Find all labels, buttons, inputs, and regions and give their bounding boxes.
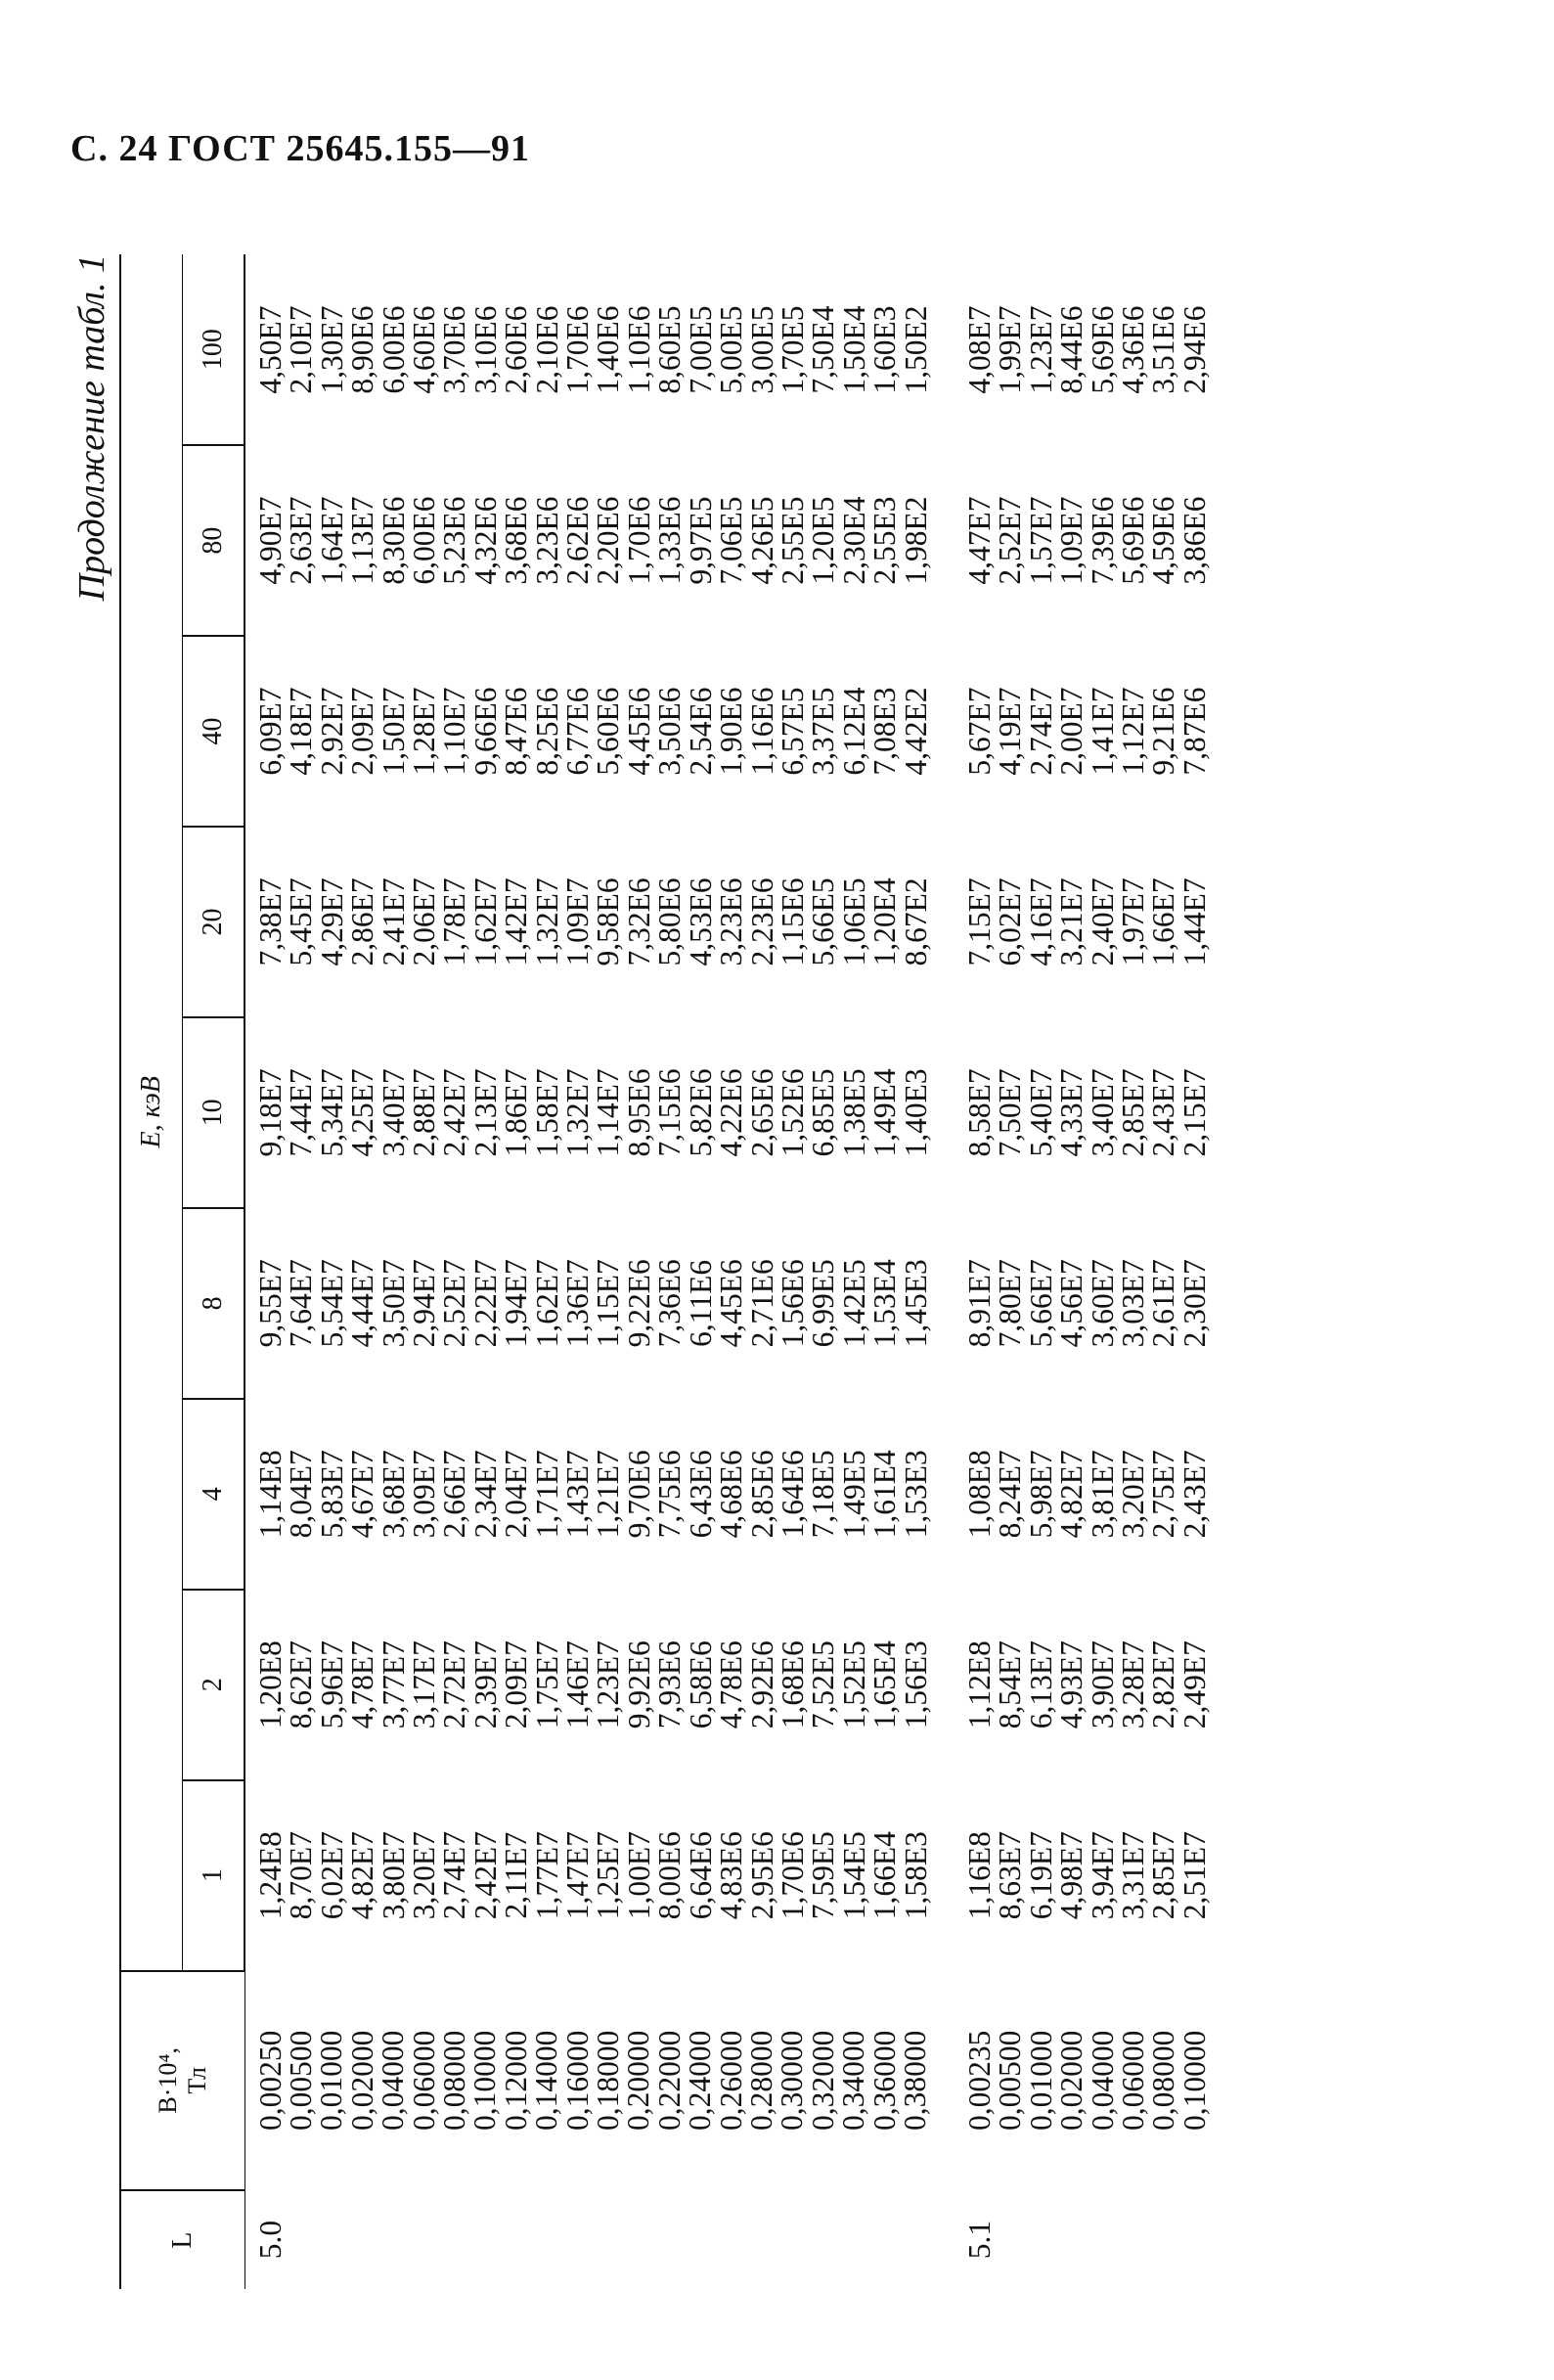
flux-col-e8: 8,91E7 7,80E7 5,66E7 4,56E7 3,60E7 3,03E7 2,61E7 2,30E7 [961,1259,1212,1348]
flux-col-e100: 4,50E7 2,10E7 1,30E7 8,90E6 6,00E6 4,60E6 3,70E6 3,10E6 2,60E6 2,10E6 1,70E6 1,40E6 1,10E6 8,60E5 7,00E5 5,00E5 3,00E5 1,70E5 7,50E4 1,50E4 1,60E3 1,50E2 [253,305,933,394]
flux-col-e1: 1,24E8 8,70E7 6,02E7 4,82E7 3,80E7 3,20E7 2,74E7 2,42E7 2,11E7 1,77E7 1,47E7 1,25E7 1,00E7 8,00E6 6,64E6 4,83E6 2,95E6 1,70E6 7,59E5 1,54E5 1,66E4 1,58E3 [253,1831,933,1920]
flux-col-e10: 9,18E7 7,44E7 5,34E7 4,25E7 3,40E7 2,88E7 2,42E7 2,13E7 1,86E7 1,58E7 1,32E7 1,14E7 8,95E6 7,15E6 5,82E6 4,22E6 2,65E6 1,52E6 6,85E5 1,38E5 1,49E4 1,40E3 [253,1068,933,1157]
flux-col-e20: 7,38E7 5,45E7 4,29E7 2,86E7 2,41E7 2,06E7 1,78E7 1,62E7 1,42E7 1,32E7 1,09E7 9,58E6 7,32E6 5,80E6 4,53E6 3,23E6 2,23E6 1,15E6 5,66E5 1,06E5 1,20E4 8,67E2 [253,877,933,966]
energy-col-header: 2 [183,1590,245,1780]
table-head [120,254,244,2289]
energy-header: E, кэВ [120,254,183,1971]
l-value: 5.0 [252,2220,288,2260]
group-l51 [931,254,1210,2289]
flux-col-e20: 7,15E7 6,02E7 4,16E7 3,21E7 2,40E7 1,97E7 1,66E7 1,44E7 [961,877,1212,966]
table-row [244,254,931,2289]
flux-col-e10: 8,58E7 7,50E7 5,40E7 4,33E7 3,40E7 2,85E7 2,43E7 2,15E7 [961,1068,1212,1157]
continuation-caption: Продолжение табл. 1 [71,254,112,602]
flux-col-e80: 4,90E7 2,63E7 1,64E7 1,13E7 8,30E6 6,00E6 5,23E6 4,32E6 3,68E6 3,23E6 2,62E6 2,20E6 1,70E6 1,33E6 9,97E5 7,06E5 4,26E5 2,55E5 1,20E5 2,30E4 2,55E3 1,98E2 [253,496,933,585]
b-values: 0,00235 0,00500 0,01000 0,02000 0,04000 0,06000 0,08000 0,10000 [961,2030,1212,2132]
energy-col-header: 80 [183,445,245,636]
flux-col-e8: 9,55E7 7,64E7 5,54E7 4,44E7 3,50E7 2,94E7 2,52E7 2,22E7 1,94E7 1,62E7 1,36E7 1,15E7 9,22E6 7,36E6 6,11E6 4,45E6 2,71E6 1,56E6 6,99E5 1,42E5 1,53E4 1,45E3 [253,1259,933,1348]
flux-col-e100: 4,08E7 1,99E7 1,23E7 8,44E6 5,69E6 4,36E6 3,51E6 2,94E6 [961,305,1212,394]
data-table [119,254,1210,2289]
flux-col-e4: 1,14E8 8,04E7 5,83E7 4,67E7 3,68E7 3,09E7 2,66E7 2,34E7 2,04E7 1,71E7 1,43E7 1,21E7 9,70E6 7,75E6 6,43E6 4,68E6 2,85E6 1,64E6 7,18E5 1,49E5 1,61E4 1,53E3 [253,1450,933,1539]
energy-col-header: 8 [183,1208,245,1399]
l-value: 5.1 [961,2220,997,2260]
energy-col-header: 100 [183,254,245,445]
energy-col-header: 20 [183,827,245,1017]
rotated-table-area [65,254,1473,2289]
b-values: 0,00250 0,00500 0,01000 0,02000 0,04000 0,06000 0,08000 0,10000 0,12000 0,14000 0,16000 0,18000 0,20000 0,22000 0,24000 0,26000 0,28000 0,30000 0,32000 0,34000 0,36000 0,38000 [252,2030,933,2132]
energy-col-header: 40 [183,636,245,827]
flux-col-e2: 1,12E8 8,54E7 6,13E7 4,93E7 3,90E7 3,28E7 2,82E7 2,49E7 [961,1640,1212,1729]
flux-col-e40: 6,09E7 4,18E7 2,92E7 2,09E7 1,50E7 1,28E7 1,10E7 9,66E6 8,47E6 8,25E6 6,77E6 5,60E6 4,45E6 3,50E6 2,54E6 1,90E6 1,16E6 6,57E5 3,37E5 6,12E4 7,08E3 4,42E2 [253,687,933,776]
group-l50 [244,254,931,2289]
energy-col-header: 10 [183,1017,245,1208]
col-header-l: L [120,2190,244,2289]
flux-col-e40: 5,67E7 4,19E7 2,74E7 2,00E7 1,41E7 1,12E7 9,21E6 7,87E6 [961,687,1212,776]
page-header: С. 24 ГОСТ 25645.155—91 [70,128,530,169]
energy-col-header: 1 [183,1780,245,1971]
flux-col-e4: 1,08E8 8,24E7 5,98E7 4,82E7 3,81E7 3,20E7 2,75E7 2,43E7 [961,1450,1212,1539]
energy-col-header: 4 [183,1399,245,1590]
table-row [931,254,1210,2289]
flux-col-e2: 1,20E8 8,62E7 5,96E7 4,78E7 3,77E7 3,17E7 2,72E7 2,39E7 2,09E7 1,75E7 1,46E7 1,23E7 9,92E6 7,93E6 6,58E6 4,78E6 2,92E6 1,68E6 7,52E5 1,52E5 1,65E4 1,56E3 [253,1640,933,1729]
col-header-b: B·10⁴, Тл [120,1971,244,2190]
flux-col-e1: 1,16E8 8,63E7 6,19E7 4,98E7 3,94E7 3,31E7 2,85E7 2,51E7 [961,1831,1212,1920]
flux-col-e80: 4,47E7 2,52E7 1,57E7 1,09E7 7,39E6 5,69E6 4,59E6 3,86E6 [961,496,1212,585]
